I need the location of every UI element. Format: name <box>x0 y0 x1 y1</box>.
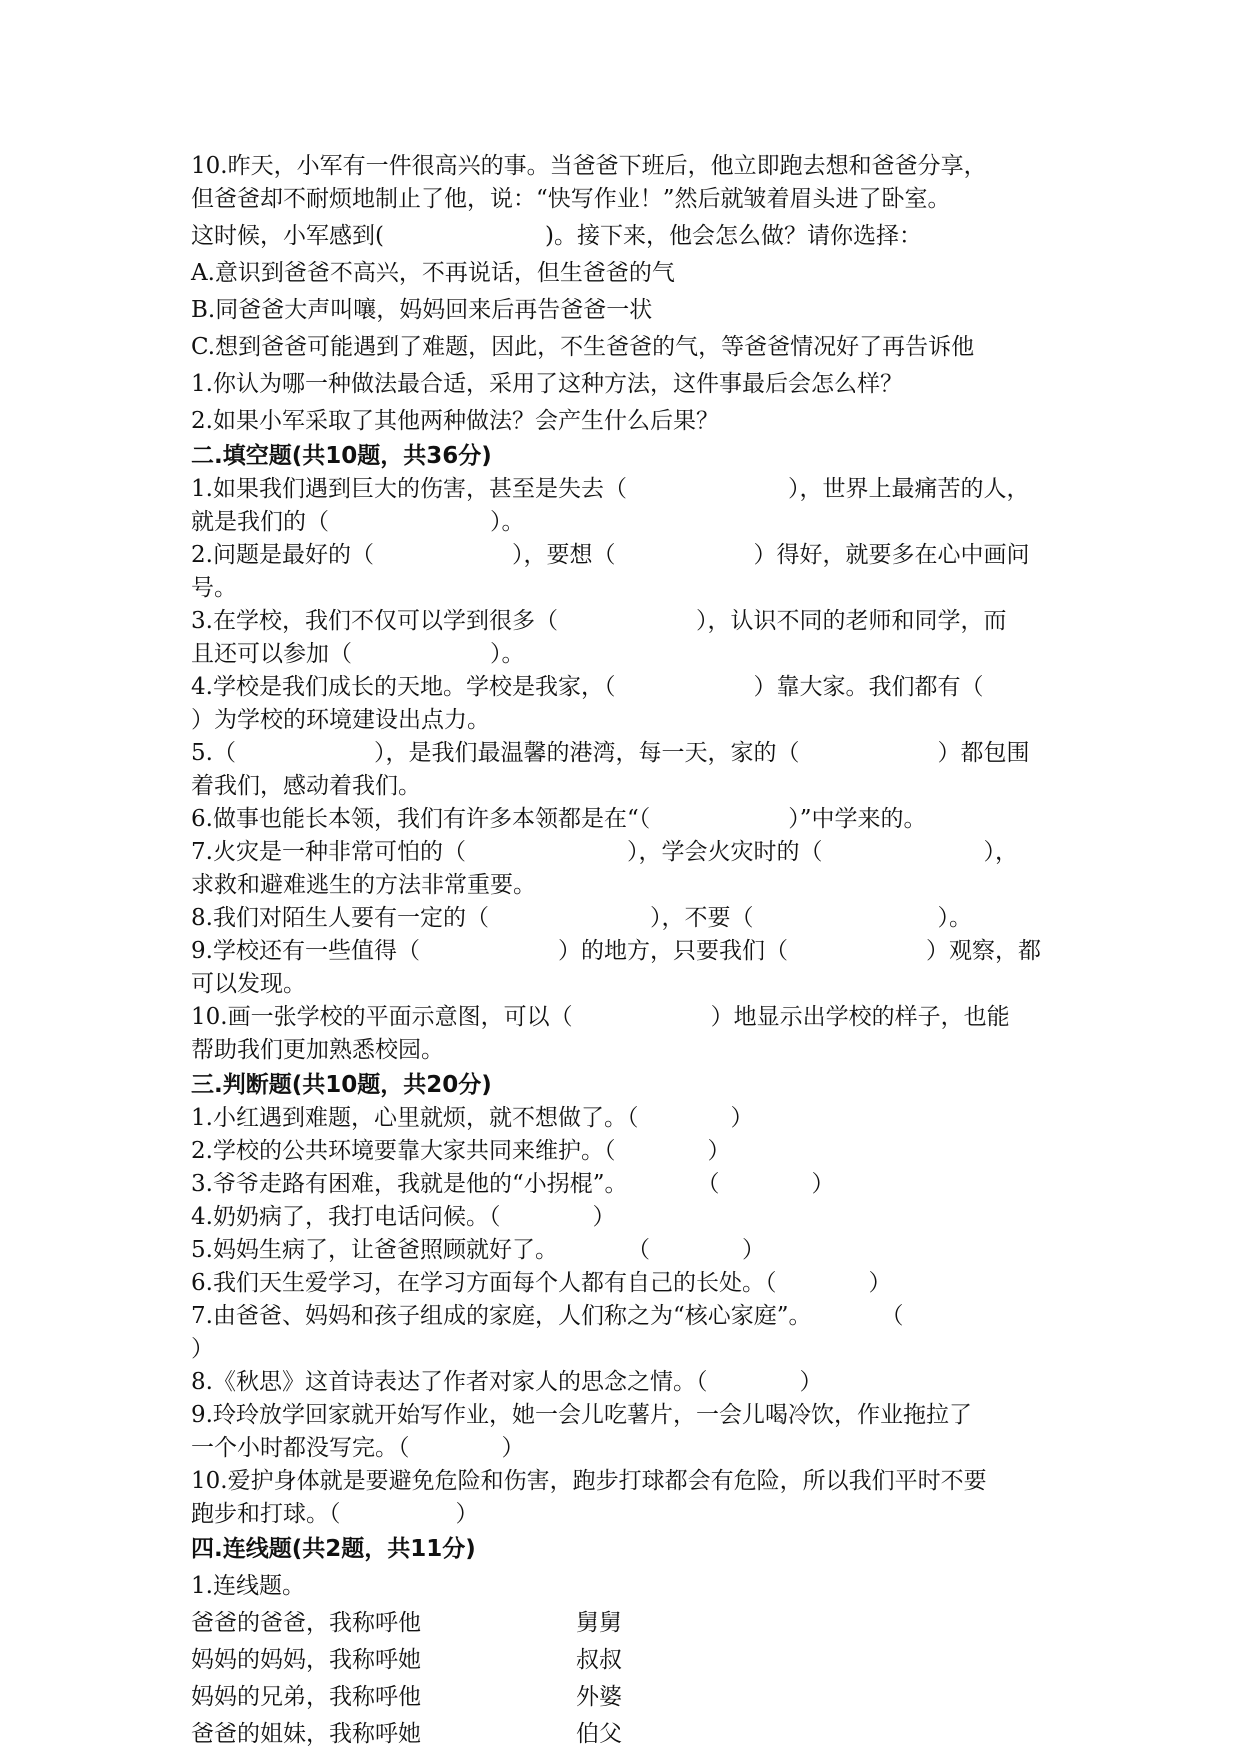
matching-right-item: 叔叔 <box>576 1647 622 1673</box>
question-line: 5.（ ），是我们最温馨的港湾，每一天，家的（ ）都包围 <box>191 740 1030 766</box>
q10-line: 这时候，小军感到( )。接下来，他会怎么做？请你选择： <box>191 223 922 249</box>
section-matching <box>191 1533 1071 1751</box>
question-line: 9.玲玲放学回家就开始写作业，她一会儿吃薯片，一会儿喝冷饮，作业拖拉了 <box>191 1402 972 1428</box>
matching-left-item: 爸爸的姐妹，我称呼她 <box>191 1721 421 1747</box>
matching-right-item: 舅舅 <box>576 1610 622 1636</box>
q10-line: 10.昨天，小军有一件很高兴的事。当爸爸下班后，他立即跑去想和爸爸分享， <box>191 153 987 179</box>
option-a: A.意识到爸爸不高兴，不再说话，但生爸爸的气 <box>191 260 675 286</box>
matching-row <box>191 1644 1071 1677</box>
question-line: 1.如果我们遇到巨大的伤害，甚至是失去（ ），世界上最痛苦的人， <box>191 476 1030 502</box>
question-line: 5.妈妈生病了，让爸爸照顾就好了。 （ ） <box>191 1237 765 1263</box>
section-true-false <box>191 1069 1071 1531</box>
matching-left-item: 爸爸的爸爸，我称呼他 <box>191 1610 421 1636</box>
question-line: 6.做事也能长本领，我们有许多本领都是在“（ ）”中学来的。 <box>191 806 927 832</box>
matching-right-item: 伯父 <box>576 1721 622 1747</box>
question-line: 10.爱护身体就是要避免危险和伤害，跑步打球都会有危险，所以我们平时不要 <box>191 1468 987 1494</box>
question-line: 8.《秋思》这首诗表达了作者对家人的思念之情。（ ） <box>191 1369 823 1395</box>
question-line: 帮助我们更加熟悉校园。 <box>191 1037 444 1063</box>
question-line: 4.奶奶病了，我打电话问候。（ ） <box>191 1204 616 1230</box>
question-line: 9.学校还有一些值得（ ）的地方，只要我们（ ）观察，都 <box>191 938 1041 964</box>
question-line: 号。 <box>191 575 237 601</box>
question-line: 求救和避难逃生的方法非常重要。 <box>191 872 536 898</box>
question-line: 可以发现。 <box>191 971 306 997</box>
question-10-block <box>191 150 1071 438</box>
matching-left-item: 妈妈的妈妈，我称呼她 <box>191 1647 421 1673</box>
option-c: C.想到爸爸可能遇到了难题，因此，不生爸爸的气，等爸爸情况好了再告诉他 <box>191 334 975 360</box>
section-fill-in-blank <box>191 440 1071 1067</box>
section-heading: 三.判断题(共10题，共20分) <box>191 1072 492 1098</box>
question-line: 7.火灾是一种非常可怕的（ ），学会火灾时的（ ）， <box>191 839 1018 865</box>
question-line: 10.画一张学校的平面示意图，可以（ ）地显示出学校的样子，也能 <box>191 1004 1010 1030</box>
question-line: 3.在学校，我们不仅可以学到很多（ ），认识不同的老师和同学，而 <box>191 608 1007 634</box>
question-line: 着我们，感动着我们。 <box>191 773 421 799</box>
sub-question-1: 1.你认为哪一种做法最合适，采用了这种方法，这件事最后会怎么样？ <box>191 371 903 397</box>
option-b: B.同爸爸大声叫嚷，妈妈回来后再告爸爸一状 <box>191 297 653 323</box>
matching-left-item: 妈妈的兄弟，我称呼他 <box>191 1684 421 1710</box>
question-line: 8.我们对陌生人要有一定的（ ），不要（ ）。 <box>191 905 972 931</box>
question-line: 跑步和打球。（ ） <box>191 1501 479 1527</box>
question-line: 就是我们的（ ）。 <box>191 509 525 535</box>
question-line: 3.爷爷走路有困难，我就是他的“小拐棍”。 （ ） <box>191 1171 835 1197</box>
question-line: 一个小时都没写完。（ ） <box>191 1435 525 1461</box>
question-line: 2.学校的公共环境要靠大家共同来维护。（ ） <box>191 1138 731 1164</box>
worksheet-content <box>191 150 1071 1751</box>
sub-question-2: 2.如果小军采取了其他两种做法？会产生什么后果？ <box>191 408 719 434</box>
question-line: 2.问题是最好的（ ），要想（ ）得好，就要多在心中画问 <box>191 542 1030 568</box>
matching-row <box>191 1681 1071 1714</box>
section-heading: 二.填空题(共10题，共36分) <box>191 443 492 469</box>
question-line: 6.我们天生爱学习，在学习方面每个人都有自己的长处。（ ） <box>191 1270 892 1296</box>
matching-row <box>191 1718 1071 1751</box>
matching-row <box>191 1607 1071 1640</box>
matching-right-item: 外婆 <box>576 1684 622 1710</box>
question-line: 4.学校是我们成长的天地。学校是我家，（ ）靠大家。我们都有（ <box>191 674 984 700</box>
question-line: ） <box>191 1336 214 1362</box>
question-line: 1.小红遇到难题，心里就烦，就不想做了。（ ） <box>191 1105 754 1131</box>
question-line: 7.由爸爸、妈妈和孩子组成的家庭，人们称之为“核心家庭”。 （ <box>191 1303 904 1329</box>
question-line: 且还可以参加（ ）。 <box>191 641 525 667</box>
matching-intro: 1.连线题。 <box>191 1573 305 1599</box>
section-heading: 四.连线题(共2题，共11分) <box>191 1536 476 1562</box>
q10-line: 但爸爸却不耐烦地制止了他，说：“快写作业！”然后就皱着眉头进了卧室。 <box>191 186 951 212</box>
question-line: ）为学校的环境建设出点力。 <box>191 707 490 733</box>
